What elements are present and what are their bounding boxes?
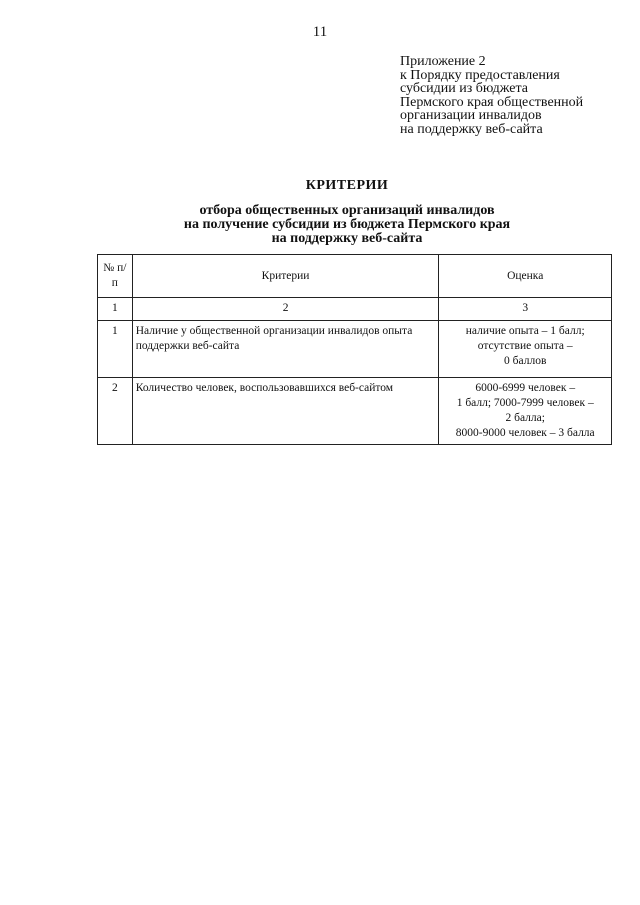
column-number: 3 bbox=[439, 298, 612, 321]
appendix-line: организации инвалидов bbox=[400, 108, 542, 123]
appendix-line: Пермского края общественной bbox=[400, 94, 584, 110]
appendix-line: субсидии из бюджета bbox=[400, 81, 529, 96]
header-criteria: Критерии bbox=[132, 255, 439, 298]
column-number: 1 bbox=[98, 298, 133, 321]
row-criteria: Наличие у общественной организации инвалидов опыта поддержки веб-сайта bbox=[132, 321, 439, 378]
appendix-line: Приложение 2 bbox=[400, 54, 486, 69]
row-score bbox=[439, 378, 612, 445]
table-row bbox=[98, 321, 612, 378]
header-score: Оценка bbox=[439, 255, 612, 298]
subtitle-line: на поддержку веб-сайта bbox=[271, 231, 423, 246]
appendix-line: к Порядку предоставления bbox=[400, 67, 560, 83]
row-number: 1 bbox=[98, 321, 133, 378]
appendix-line: на поддержку веб-сайта bbox=[400, 121, 543, 137]
document-subtitle bbox=[0, 204, 640, 246]
column-number-row bbox=[98, 298, 612, 321]
header-number: № п/п bbox=[98, 255, 133, 298]
table-header bbox=[98, 255, 612, 298]
table-row bbox=[98, 378, 612, 445]
table-header-row bbox=[98, 255, 612, 298]
score-line: 8000-9000 человек – 3 балла bbox=[455, 427, 595, 439]
score-line: 0 баллов bbox=[504, 355, 547, 367]
row-score bbox=[439, 321, 612, 378]
subtitle-line: на получение субсидии из бюджета Пермского края bbox=[183, 217, 511, 232]
row-number: 2 bbox=[98, 378, 133, 445]
subtitle-line: отбора общественных организаций инвалидов bbox=[199, 203, 495, 218]
document-title: КРИТЕРИИ bbox=[305, 178, 389, 193]
score-line: 6000-6999 человек – bbox=[475, 382, 576, 394]
column-number: 2 bbox=[132, 298, 439, 321]
appendix-reference bbox=[400, 55, 583, 136]
score-line: 2 балла; bbox=[505, 412, 545, 424]
table-body bbox=[98, 298, 612, 445]
row-criteria: Количество человек, воспользовавшихся веб-сайтом bbox=[132, 378, 439, 445]
page-number: 11 bbox=[312, 24, 328, 40]
score-line: 1 балл; 7000-7999 человек – bbox=[456, 397, 594, 409]
criteria-table bbox=[97, 254, 612, 445]
score-line: отсутствие опыта – bbox=[477, 340, 573, 352]
score-line: наличие опыта – 1 балл; bbox=[465, 325, 585, 337]
